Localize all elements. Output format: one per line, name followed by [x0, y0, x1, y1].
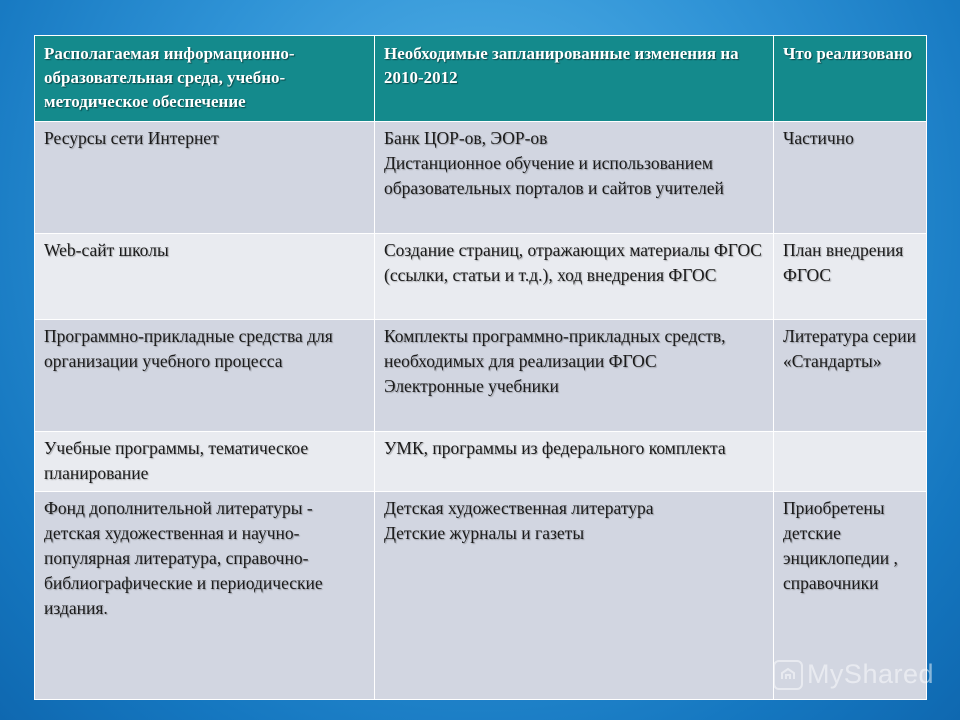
cell-resource: [35, 432, 375, 492]
table-row: [35, 432, 927, 492]
header-planned-changes: Необходимые запланированные изменения на 2010-2012: [375, 36, 774, 122]
cell-text: План внедрения ФГОС: [783, 240, 904, 285]
myshared-logo-icon: [773, 660, 803, 690]
cell-done: [774, 432, 927, 492]
cell-text: Частично: [783, 128, 854, 148]
cell-text: Банк ЦОР-ов, ЭОР-ов: [384, 128, 548, 148]
cell-resource: [35, 122, 375, 234]
cell-resource: [35, 234, 375, 320]
table-row: [35, 234, 927, 320]
cell-text: Создание страниц, отражающих материалы ФГОС (ссылки, статьи и т.д.), ход внедрения ФГОС: [384, 240, 762, 285]
cell-text: Детская художественная литература: [384, 498, 654, 518]
cell-text: УМК, программы из федерального комплекта: [384, 438, 726, 458]
cell-changes: [375, 320, 774, 432]
cell-text: Приобретены детские энциклопедии , справочники: [783, 498, 898, 593]
info-environment-table: [34, 35, 927, 700]
cell-text: Дистанционное обучение и использованием образовательных порталов и сайтов учителей: [384, 153, 724, 198]
cell-changes: [375, 122, 774, 234]
cell-text: Комплекты программно-прикладных средств, необходимых для реализации ФГОС: [384, 326, 726, 371]
cell-text: Электронные учебники: [384, 376, 559, 396]
watermark: [773, 659, 934, 690]
cell-done: [774, 122, 927, 234]
watermark-text: MyShared: [806, 659, 934, 689]
cell-changes: [375, 492, 774, 700]
cell-done: [774, 320, 927, 432]
cell-text: Детские журналы и газеты: [384, 523, 585, 543]
cell-text: Ресурсы сети Интернет: [44, 128, 219, 148]
table-row: [35, 122, 927, 234]
cell-changes: [375, 234, 774, 320]
cell-resource: [35, 320, 375, 432]
header-resource: Располагаемая информационно-образовательная среда, учебно-методическое обеспечение: [35, 36, 375, 122]
cell-text: Учебные программы, тематическое планирование: [44, 438, 309, 483]
header-implemented: Что реализовано: [774, 36, 927, 122]
cell-done: [774, 234, 927, 320]
cell-text: Программно-прикладные средства для организации учебного процесса: [44, 326, 333, 371]
cell-text: Фонд дополнительной литературы - детская художественная и научно-популярная литература, справочно-библиографические и периодические издания.: [44, 498, 323, 618]
cell-text: Литература серии «Стандарты»: [783, 326, 917, 371]
table-row: [35, 320, 927, 432]
cell-resource: [35, 492, 375, 700]
table-header-row: [35, 36, 927, 122]
cell-text: Web-сайт школы: [44, 240, 169, 260]
cell-changes: [375, 432, 774, 492]
